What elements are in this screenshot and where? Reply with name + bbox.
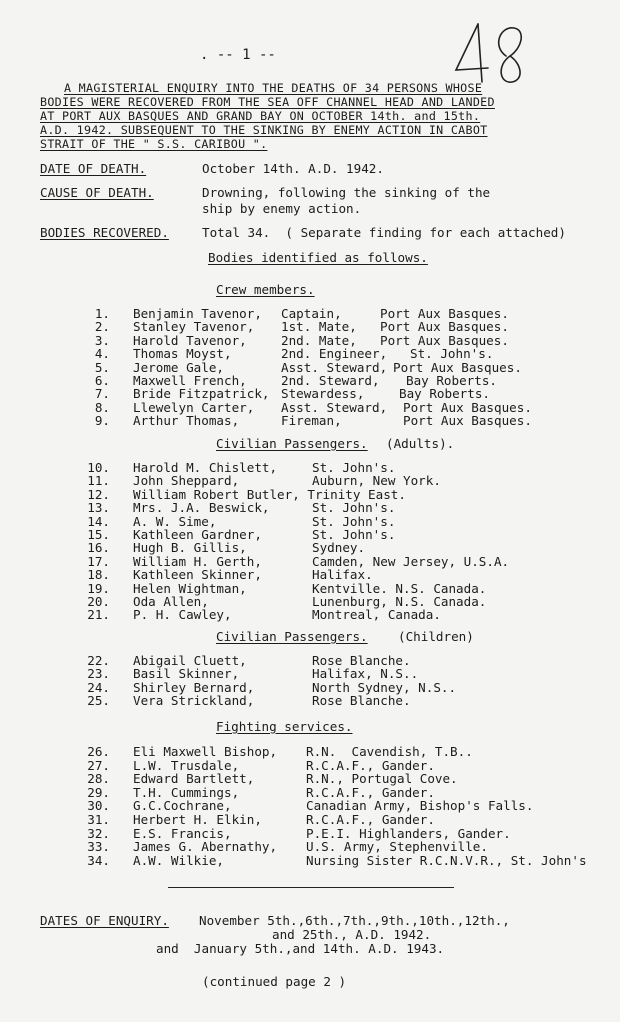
crew-heading: Crew members. (216, 282, 315, 297)
person-name: Hugh B. Gillis, (133, 540, 247, 556)
date-of-death-value: October 14th. A.D. 1942. (202, 161, 384, 176)
row-number: 4. (94, 346, 110, 362)
row-number: 33. (87, 839, 110, 855)
crew-rank: Fireman, (281, 413, 342, 429)
adults-subheading: (Adults). (386, 436, 455, 451)
home-place: St. John's. (312, 527, 396, 542)
person-name: Kathleen Gardner, (133, 527, 262, 542)
row-number: 15. (87, 527, 110, 542)
row-number: 29. (87, 784, 110, 800)
home-place: St. John's. (312, 500, 396, 516)
service-and-station: Canadian Army, Bishop's Falls. (306, 798, 534, 814)
children-heading: Civilian Passengers. (216, 629, 368, 644)
row-number: 8. (94, 399, 110, 415)
home-place: Port Aux Basques. (393, 359, 522, 375)
bodies-recovered-label: BODIES RECOVERED. (40, 225, 169, 240)
crew-rank: Asst. Steward, (281, 399, 388, 415)
handwritten-folio-mark (448, 18, 538, 88)
person-name: T.H. Cummings, (133, 784, 240, 800)
crew-rank: Stewardess, (281, 386, 365, 402)
home-place: St. John's. (312, 513, 396, 529)
service-and-station: U.S. Army, Stephenville. (306, 839, 488, 855)
page-number: . -- 1 -- (200, 47, 276, 63)
heading-line-2: BODIES WERE RECOVERED FROM THE SEA OFF CHANNEL HEAD AND LANDED (40, 95, 495, 109)
person-name: Benjamin Tavenor, (133, 306, 262, 321)
person-name: James G. Abernathy, (133, 839, 278, 855)
row-number: 12. (87, 486, 110, 502)
person-name: Kathleen Skinner, (133, 567, 262, 583)
person-name: A. W. Sime, (133, 513, 217, 529)
divider-line (168, 887, 454, 888)
adults-heading: Civilian Passengers. (216, 436, 368, 451)
home-place: Port Aux Basques. (403, 399, 532, 415)
dates-of-enquiry-line-3: and January 5th.,and 14th. A.D. 1943. (156, 941, 445, 956)
row-number: 19. (87, 580, 110, 596)
person-name: P. H. Cawley, (133, 607, 232, 623)
person-name: A.W. Wilkie, (133, 852, 224, 868)
home-place: St. John's. (410, 346, 494, 362)
person-name: Helen Wightman, (133, 580, 247, 596)
row-number: 17. (87, 553, 110, 569)
home-place: North Sydney, N.S.. (312, 679, 457, 695)
row-number: 24. (87, 679, 110, 695)
home-place: Sydney. (312, 540, 366, 556)
crew-rank: 2nd. Mate, (281, 332, 357, 348)
home-place: Halifax, N.S.. (312, 666, 419, 682)
crew-rank: Captain, (281, 306, 342, 321)
row-number: 26. (87, 744, 110, 759)
home-place: Halifax. (312, 567, 373, 583)
person-name: Llewelyn Carter, (133, 399, 255, 415)
row-number: 21. (87, 607, 110, 623)
person-name: John Sheppard, (133, 473, 240, 489)
home-place: Montreal, Canada. (312, 607, 441, 623)
home-place: Auburn, New York. (312, 473, 441, 489)
row-number: 30. (87, 798, 110, 814)
heading-line-1: A MAGISTERIAL ENQUIRY INTO THE DEATHS OF 34 PERSONS WHOSE (64, 81, 483, 95)
row-number: 6. (94, 373, 110, 388)
person-name: Vera Strickland, (133, 693, 255, 709)
person-name: William Robert Butler, Trinity East. (133, 486, 406, 502)
service-and-station: R.N., Portugal Cove. (306, 771, 458, 787)
row-number: 14. (87, 513, 110, 529)
service-and-station: R.C.A.F., Gander. (306, 812, 435, 827)
fighting-services-heading: Fighting services. (216, 719, 353, 734)
person-name: Harold Tavenor, (133, 332, 247, 348)
crew-rank: 2nd. Steward, (281, 373, 380, 388)
heading-line-5: STRAIT OF THE " S.S. CARIBOU ". (40, 137, 268, 151)
service-and-station: P.E.I. Highlanders, Gander. (306, 825, 511, 841)
home-place: Rose Blanche. (312, 693, 411, 709)
identified-heading: Bodies identified as follows. (208, 250, 428, 265)
home-place: Port Aux Basques. (403, 413, 532, 429)
person-name: Stanley Tavenor, (133, 319, 255, 335)
row-number: 16. (87, 540, 110, 556)
home-place: Kentville. N.S. Canada. (312, 580, 487, 596)
row-number: 7. (94, 386, 110, 402)
person-name: Harold M. Chislett, (133, 460, 278, 475)
cause-of-death-line-1: Drowning, following the sinking of the (202, 185, 491, 200)
crew-rank: Asst. Steward, (281, 359, 388, 375)
person-name: Edward Bartlett, (133, 771, 255, 787)
heading-line-4: A.D. 1942. SUBSEQUENT TO THE SINKING BY ENEMY ACTION IN CABOT (40, 123, 488, 137)
row-number: 10. (87, 460, 110, 475)
person-name: E.S. Francis, (133, 825, 232, 841)
date-of-death-label: DATE OF DEATH. (40, 161, 147, 176)
dates-of-enquiry-line-2: and 25th., A.D. 1942. (272, 927, 432, 942)
home-place: St. John's. (312, 460, 396, 475)
person-name: Basil Skinner, (133, 666, 240, 682)
cause-of-death-label: CAUSE OF DEATH. (40, 185, 154, 200)
row-number: 34. (87, 852, 110, 868)
person-name: Arthur Thomas, (133, 413, 240, 429)
crew-rank: 1st. Mate, (281, 319, 357, 335)
service-and-station: R.C.A.F., Gander. (306, 757, 435, 773)
home-place: Lunenburg, N.S. Canada. (312, 594, 487, 609)
service-and-station: Nursing Sister R.C.N.V.R., St. John's (306, 852, 587, 868)
row-number: 2. (94, 319, 110, 335)
person-name: L.W. Trusdale, (133, 757, 240, 773)
dates-of-enquiry-line-1: November 5th.,6th.,7th.,9th.,10th.,12th., (199, 913, 510, 928)
home-place: Rose Blanche. (312, 653, 411, 668)
person-name: Eli Maxwell Bishop, (133, 744, 278, 759)
home-place: Port Aux Basques. (380, 319, 509, 335)
person-name: Jerome Gale, (133, 359, 224, 375)
person-name: Shirley Bernard, (133, 679, 255, 695)
row-number: 13. (87, 500, 110, 516)
person-name: Oda Allen, (133, 594, 209, 609)
person-name: Maxwell French, (133, 373, 247, 388)
row-number: 23. (87, 666, 110, 682)
home-place: Port Aux Basques. (380, 306, 509, 321)
person-name: Herbert H. Elkin, (133, 812, 262, 827)
home-place: Bay Roberts. (399, 386, 490, 402)
crew-rank: 2nd. Engineer, (281, 346, 388, 362)
row-number: 9. (94, 413, 110, 429)
dates-of-enquiry-label: DATES OF ENQUIRY. (40, 913, 169, 928)
row-number: 11. (87, 473, 110, 489)
heading-line-3: AT PORT AUX BASQUES AND GRAND BAY ON OCTOBER 14th. and 15th. (40, 109, 481, 123)
person-name: Mrs. J.A. Beswick, (133, 500, 270, 516)
person-name: Abigail Cluett, (133, 653, 247, 668)
row-number: 25. (87, 693, 110, 709)
continued-note: (continued page 2 ) (202, 974, 347, 989)
person-name: Bride Fitzpatrick, (133, 386, 270, 402)
home-place: Camden, New Jersey, U.S.A. (312, 553, 510, 569)
row-number: 22. (87, 653, 110, 668)
row-number: 18. (87, 567, 110, 583)
home-place: Bay Roberts. (406, 373, 497, 388)
person-name: G.C.Cochrane, (133, 798, 232, 814)
children-subheading: (Children) (398, 629, 474, 644)
home-place: Port Aux Basques. (380, 332, 509, 348)
row-number: 28. (87, 771, 110, 787)
person-name: Thomas Moyst, (133, 346, 232, 362)
service-and-station: R.C.A.F., Gander. (306, 784, 435, 800)
row-number: 1. (94, 306, 110, 321)
bodies-recovered-value: Total 34. ( Separate finding for each attached) (202, 225, 566, 240)
row-number: 5. (94, 359, 110, 375)
row-number: 31. (87, 812, 110, 827)
row-number: 32. (87, 825, 110, 841)
cause-of-death-line-2: ship by enemy action. (202, 201, 362, 216)
person-name: William H. Gerth, (133, 553, 262, 569)
service-and-station: R.N. Cavendish, T.B.. (306, 744, 473, 759)
row-number: 20. (87, 594, 110, 609)
row-number: 27. (87, 757, 110, 773)
row-number: 3. (94, 332, 110, 348)
